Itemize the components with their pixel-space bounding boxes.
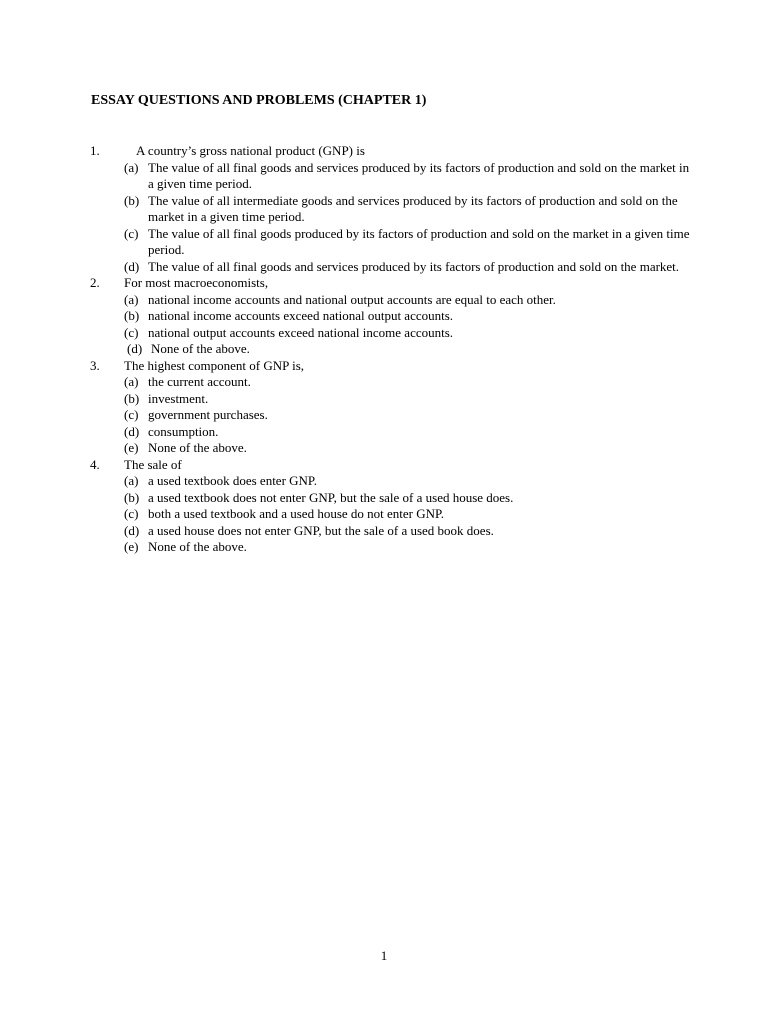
option-label: (c) — [124, 506, 139, 521]
option-label: (c) — [124, 407, 139, 422]
option-label: (d) — [124, 258, 140, 274]
option-text: the current account. — [148, 374, 251, 389]
option-label: (d) — [127, 341, 143, 356]
answer-option — [90, 523, 690, 540]
question-number: 1. — [90, 143, 100, 158]
question-header — [90, 143, 690, 160]
page-title: ESSAY QUESTIONS AND PROBLEMS (CHAPTER 1) — [91, 93, 427, 108]
answer-option — [90, 539, 690, 556]
option-text: a used house does not enter GNP, but the sale of a used book does. — [148, 522, 494, 538]
option-label: (d) — [124, 423, 140, 439]
option-label: (b) — [124, 489, 140, 505]
option-text: a used textbook does enter GNP. — [148, 473, 317, 488]
question-number: 3. — [90, 357, 100, 373]
answer-option — [90, 424, 690, 441]
page-number: 1 — [380, 948, 388, 963]
question-3 — [90, 358, 690, 457]
option-text: The value of all final goods produced by its factors of production and sold on the market in a given time period. — [148, 225, 690, 257]
answer-option — [90, 292, 690, 309]
option-text: The value of all intermediate goods and services produced by its factors of production and sold on the market in a given time period. — [148, 192, 678, 224]
question-text: For most macroeconomists, — [124, 275, 269, 290]
option-label: (a) — [124, 291, 139, 307]
option-text: None of the above. — [148, 440, 247, 455]
option-label: (e) — [124, 539, 139, 554]
answer-option — [90, 506, 690, 523]
option-label: (c) — [124, 324, 139, 340]
option-label: (e) — [124, 440, 139, 455]
question-list — [90, 143, 690, 556]
answer-option — [90, 407, 690, 424]
answer-option — [90, 440, 690, 457]
answer-option — [90, 259, 690, 276]
option-label: (c) — [124, 225, 139, 241]
answer-option — [90, 473, 690, 490]
question-header — [90, 358, 690, 375]
option-text: investment. — [148, 390, 209, 406]
option-text: national income accounts and national output accounts are equal to each other. — [148, 291, 556, 307]
option-text: a used textbook does not enter GNP, but the sale of a used house does. — [148, 489, 514, 505]
answer-option — [90, 160, 690, 193]
option-label: (d) — [124, 522, 140, 538]
answer-option — [90, 193, 690, 226]
question-header — [90, 275, 690, 292]
answer-option — [90, 341, 690, 358]
answer-option — [90, 391, 690, 408]
option-label: (b) — [124, 308, 140, 323]
option-text: national income accounts exceed national output accounts. — [148, 308, 454, 323]
question-1 — [90, 143, 690, 275]
option-label: (a) — [124, 159, 139, 175]
question-text: The sale of — [124, 456, 182, 472]
answer-option — [90, 374, 690, 391]
option-label: (a) — [124, 473, 139, 488]
answer-option — [90, 308, 690, 325]
answer-option — [90, 490, 690, 507]
option-text: both a used textbook and a used house do not enter GNP. — [148, 506, 445, 521]
question-header — [90, 457, 690, 474]
question-number: 2. — [90, 275, 100, 290]
answer-option — [90, 226, 690, 259]
option-label: (b) — [124, 390, 140, 406]
option-text: None of the above. — [151, 341, 250, 356]
question-number: 4. — [90, 456, 100, 472]
option-text: The value of all final goods and services produced by its factors of production and sold on the market in a given time period. — [148, 159, 690, 191]
option-text: The value of all final goods and services produced by its factors of production and sold on the market. — [148, 258, 680, 274]
option-text: None of the above. — [148, 539, 247, 554]
answer-option — [90, 325, 690, 342]
option-label: (a) — [124, 374, 139, 389]
option-label: (b) — [124, 192, 140, 208]
question-4 — [90, 457, 690, 556]
option-text: consumption. — [148, 423, 219, 439]
question-text: A country’s gross national product (GNP) is — [136, 143, 365, 158]
question-2 — [90, 275, 690, 358]
question-text: The highest component of GNP is, — [124, 357, 305, 373]
option-text: government purchases. — [148, 407, 268, 422]
option-text: national output accounts exceed national income accounts. — [148, 324, 454, 340]
